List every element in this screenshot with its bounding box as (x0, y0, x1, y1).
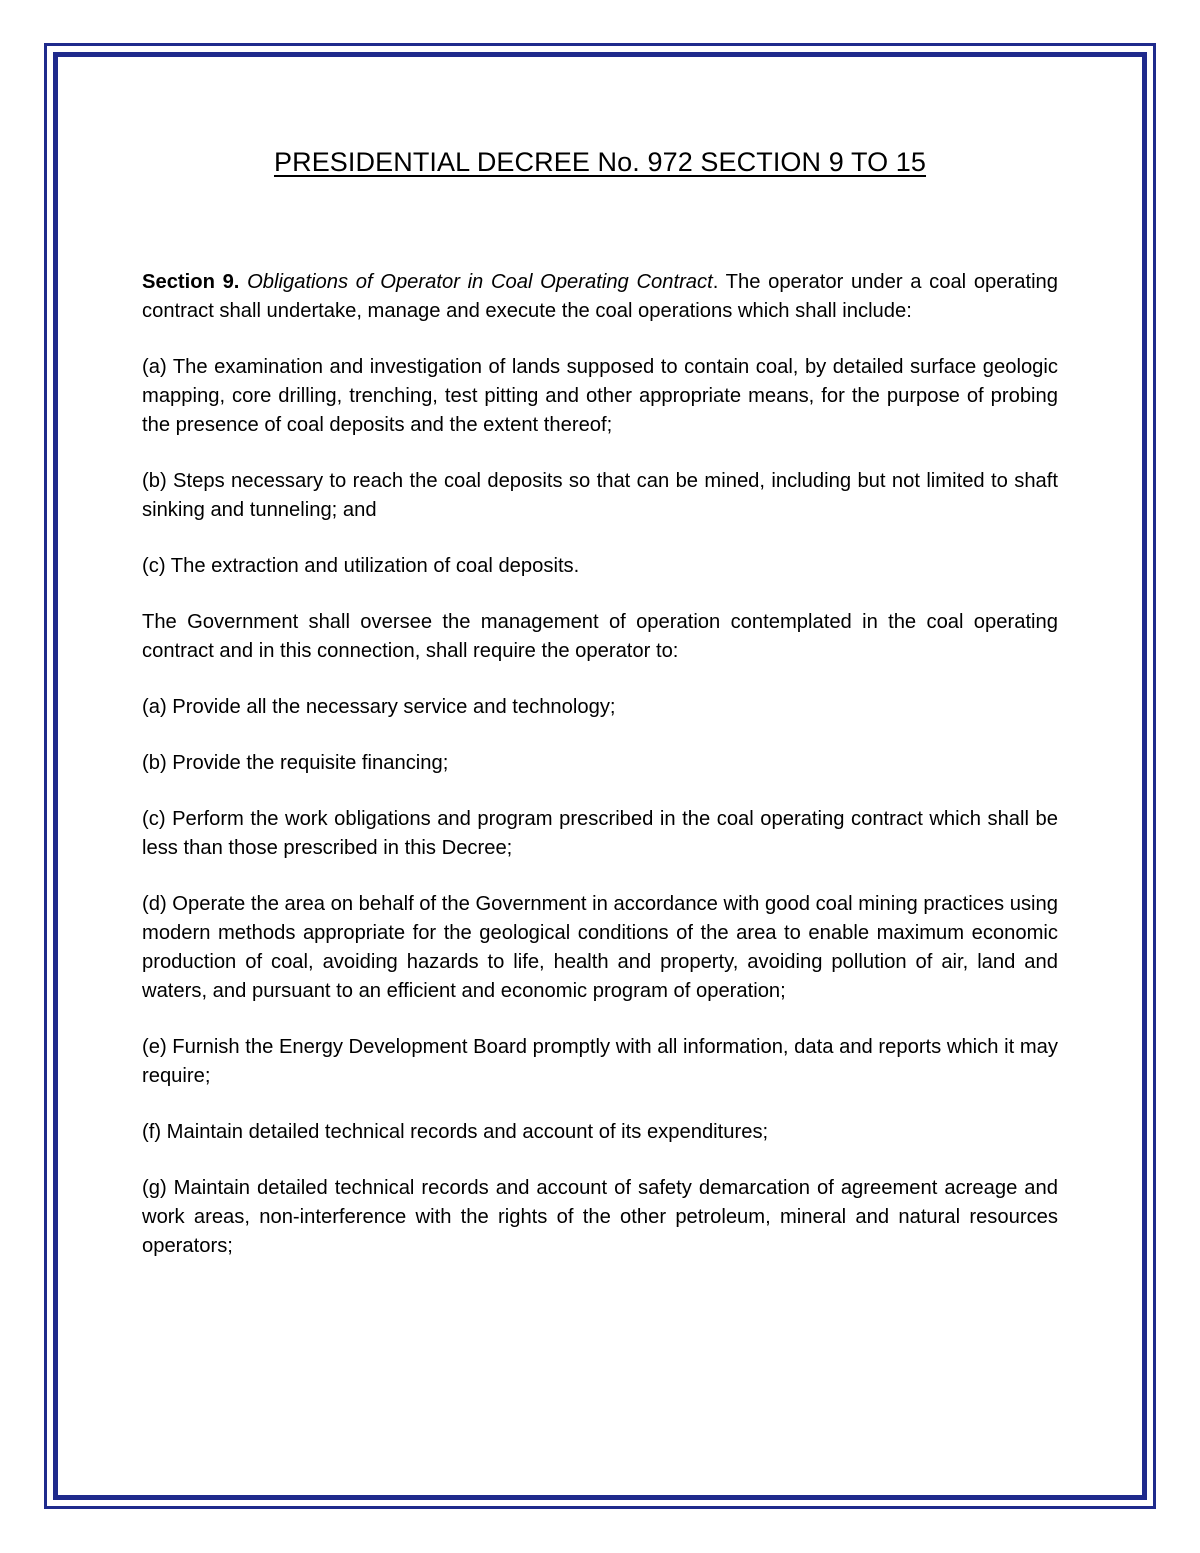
requirement-item-a: (a) Provide all the necessary service and technology; (142, 696, 616, 718)
document-title: PRESIDENTIAL DECREE No. 972 SECTION 9 TO 15 (273, 147, 927, 177)
requirement-item-g: (g) Maintain detailed technical records and account of safety demarcation of agreement acreage and work areas, non-interference with the rights of the other petroleum, mineral and natural resources operators; (142, 1177, 1058, 1257)
requirement-item-f: (f) Maintain detailed technical records and account of its expenditures; (142, 1121, 769, 1143)
requirement-item-c: (c) Perform the work obligations and program prescribed in the coal operating contract which shall be less than those prescribed in this Decree; (142, 808, 1058, 859)
requirement-item-d: (d) Operate the area on behalf of the Government in accordance with good coal mining practices using modern methods appropriate for the geological conditions of the area to enable maximum economic production of coal, avoiding hazards to life, health and property, avoiding pollution of air, land and waters, and pursuant to an efficient and economic program of operation; (142, 893, 1058, 1002)
operation-item-c: (c) The extraction and utilization of coal deposits. (142, 555, 580, 577)
section-text: . The operator under a coal operating contract shall undertake, manage and execute the coal operations which shall include: (142, 271, 1059, 322)
section-9-paragraph (142, 268, 1058, 326)
requirement-item-b: (b) Provide the requisite financing; (142, 752, 449, 774)
requirement-item-e: (e) Furnish the Energy Development Board promptly with all information, data and reports which it may require; (142, 1036, 1058, 1087)
operation-item-b: (b) Steps necessary to reach the coal deposits so that can be mined, including but not limited to shaft sinking and tunneling; and (142, 470, 1058, 521)
section-label: Section 9. (142, 271, 240, 293)
government-intro: The Government shall oversee the management of operation contemplated in the coal operating contract and in this connection, shall require the operator to: (142, 611, 1058, 662)
document-body (142, 268, 1058, 1288)
operation-item-a: (a) The examination and investigation of lands supposed to contain coal, by detailed surface geologic mapping, core drilling, trenching, test pitting and other appropriate means, for the purpose of probing the presence of coal deposits and the extent thereof; (142, 356, 1058, 436)
section-heading: Obligations of Operator in Coal Operating Contract (247, 271, 713, 293)
